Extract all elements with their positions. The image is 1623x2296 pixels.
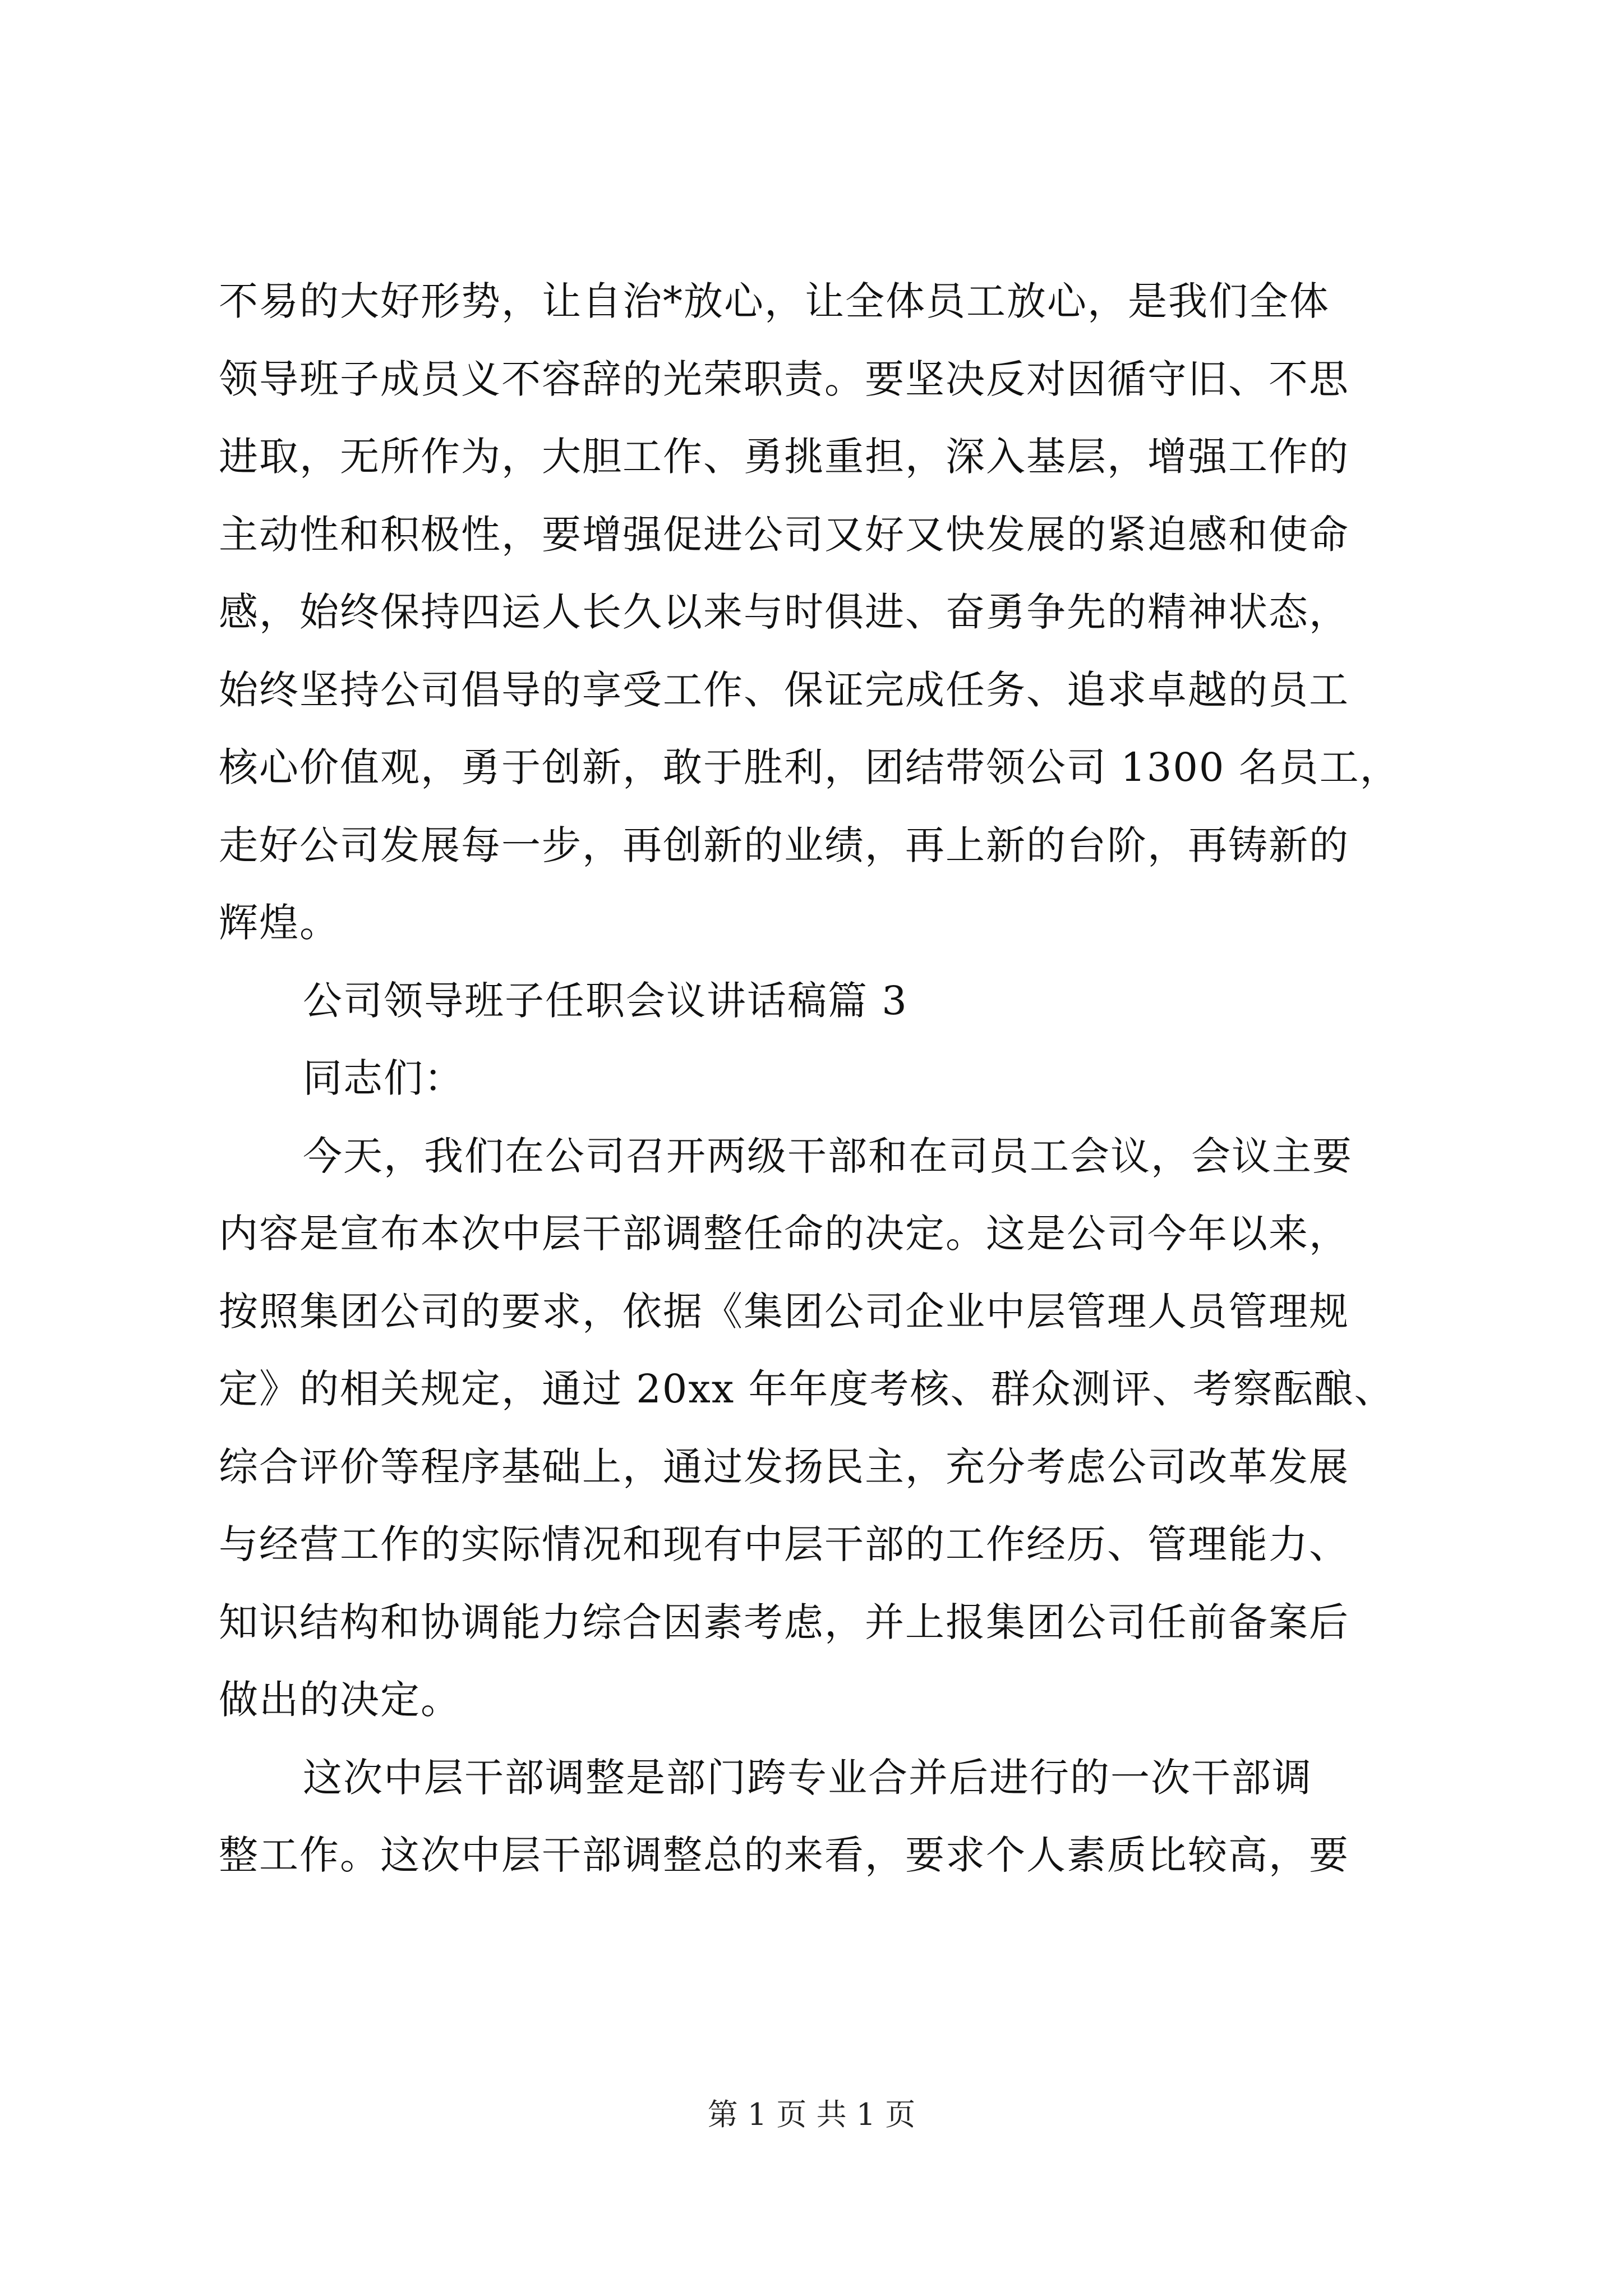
text-line: 核心价值观，勇于创新，敢于胜利，团结带领公司 1300 名员工， [219,744,1400,790]
text-line: 今天，我们在公司召开两级干部和在司员工会议，会议主要 [303,1133,1353,1179]
body-text [219,263,1413,1894]
text-line: 走好公司发展每一步，再创新的业绩，再上新的台阶，再铸新的 [219,822,1349,868]
text-line: 感，始终保持四运人长久以来与时俱进、奋勇争先的精神状态， [219,589,1349,635]
text-line: 主动性和积极性，要增强促进公司又好又快发展的紧迫感和使命 [219,511,1349,558]
text-line: 同志们： [303,1055,464,1101]
text-line: 定》的相关规定，通过 20xx 年年度考核、群众测评、考察酝酿、 [219,1366,1395,1412]
text-line: 不易的大好形势，让自治*放心，让全体员工放心，是我们全体 [219,278,1330,324]
text-line: 辉煌。 [219,900,340,946]
text-line: 公司领导班子任职会议讲话稿篇 3 [303,977,908,1024]
text-line: 领导班子成员义不容辞的光荣职责。要坚决反对因循守旧、不思 [219,356,1349,402]
text-line: 进取，无所作为，大胆工作、勇挑重担，深入基层，增强工作的 [219,434,1349,480]
text-line: 知识结构和协调能力综合因素考虑，并上报集团公司任前备案后 [219,1599,1349,1645]
page-footer: 第 1 页 共 1 页 [707,2097,916,2132]
text-line: 这次中层干部调整是部门跨专业合并后进行的一次干部调 [303,1754,1312,1801]
text-line: 内容是宣布本次中层干部调整任命的决定。这是公司今年以来， [219,1211,1349,1257]
text-line: 与经营工作的实际情况和现有中层干部的工作经历、管理能力、 [219,1521,1349,1567]
text-line: 始终坚持公司倡导的享受工作、保证完成任务、追求卓越的员工 [219,666,1349,713]
text-line: 综合评价等程序基础上，通过发扬民主，充分考虑公司改革发展 [219,1443,1349,1490]
text-line: 整工作。这次中层干部调整总的来看，要求个人素质比较高，要 [219,1832,1349,1878]
text-line: 按照集团公司的要求，依据《集团公司企业中层管理人员管理规 [219,1288,1349,1335]
text-line: 做出的决定。 [219,1677,461,1723]
